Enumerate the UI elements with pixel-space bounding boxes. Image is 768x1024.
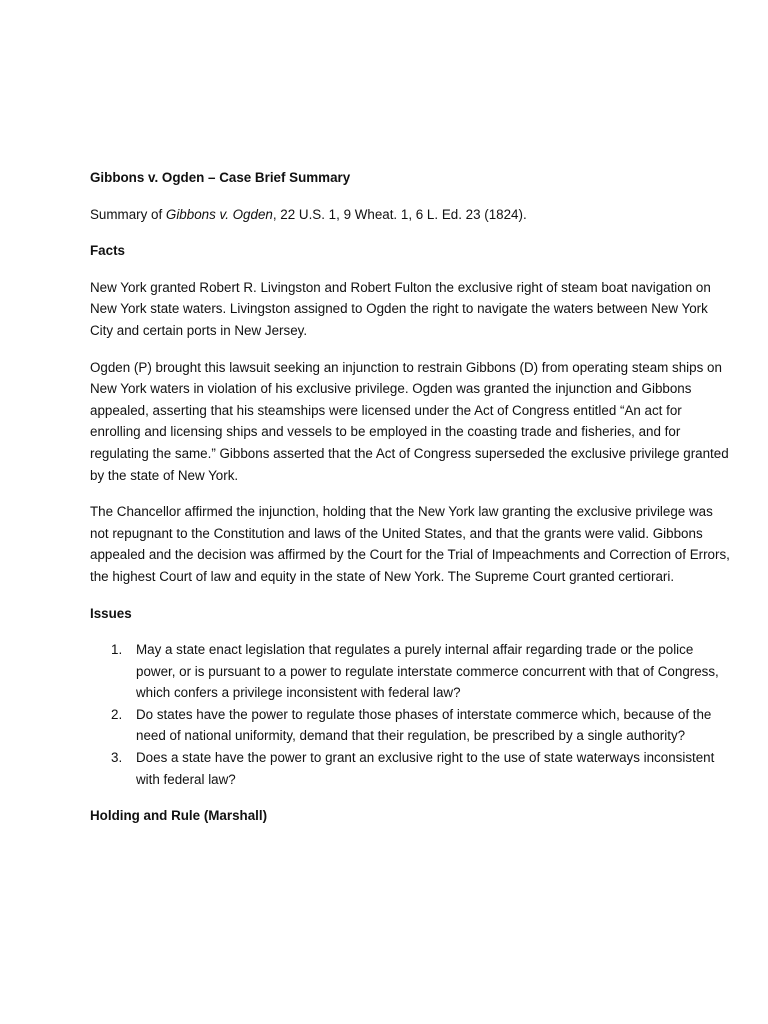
facts-paragraph-1: New York granted Robert R. Livingston and Robert Fulton the exclusive right of steam boat navigation on New York state waters. Livingston assigned to Ogden the right to navigate the waters between New York City and certain ports in New Jersey. [90, 279, 711, 338]
issues-heading: Issues [90, 605, 132, 621]
case-citation [90, 204, 730, 226]
citation-text: , 22 U.S. 1, 9 Wheat. 1, 6 L. Ed. 23 (1824). [272, 206, 527, 222]
issues-list [90, 639, 730, 790]
holding-heading: Holding and Rule (Marshall) [90, 808, 268, 824]
issue-number: 1. [111, 642, 123, 658]
issue-item-1 [90, 639, 730, 704]
issue-number: 3. [111, 750, 123, 766]
document-title: Gibbons v. Ogden – Case Brief Summary [90, 170, 351, 185]
issue-text: Do states have the power to regulate those phases of interstate commerce which, because of the need of national uniformity, demand that their regulation, be prescribed by a single authority? [136, 706, 712, 744]
issue-text: Does a state have the power to grant an exclusive right to the use of state waterways inconsistent with federal law? [136, 750, 715, 787]
facts-paragraph-2: Ogden (P) brought this lawsuit seeking an injunction to restrain Gibbons (D) from operating steam ships on New York waters in violation of his exclusive privilege. Ogden was granted the injunction and Gibbons appealed, asserting that his steamships were licensed under the Act of Congress entitled “An act for enrolling and licensing ships and vessels to be employed in the coasting trade and fisheries, and for regulating the same.” Gibbons asserted that the Act of Congress superseded the exclusive privilege granted by the state of New York. [90, 359, 729, 483]
facts-paragraph-3: The Chancellor affirmed the injunction, holding that the New York law granting the exclusive privilege was not repugnant to the Constitution and laws of the United States, and that the grants were valid. Gibbons appealed and the decision was affirmed by the Court for the Trial of Impeachments and Correction of Errors, the highest Court of law and equity in the state of New York. The Supreme Court granted certiorari. [90, 504, 730, 584]
case-name: Gibbons v. Ogden [165, 206, 273, 222]
issue-item-2 [90, 704, 730, 747]
issue-item-3 [90, 747, 730, 790]
document-body [90, 167, 730, 842]
facts-heading: Facts [90, 243, 125, 259]
issue-number: 2. [111, 706, 123, 722]
issue-text: May a state enact legislation that regulates a purely internal affair regarding trade or the police power, or is pursuant to a power to regulate interstate commerce concurrent with that of Congress, which confers a privilege inconsistent with federal law? [136, 642, 719, 701]
citation-prefix: Summary of [90, 206, 166, 222]
